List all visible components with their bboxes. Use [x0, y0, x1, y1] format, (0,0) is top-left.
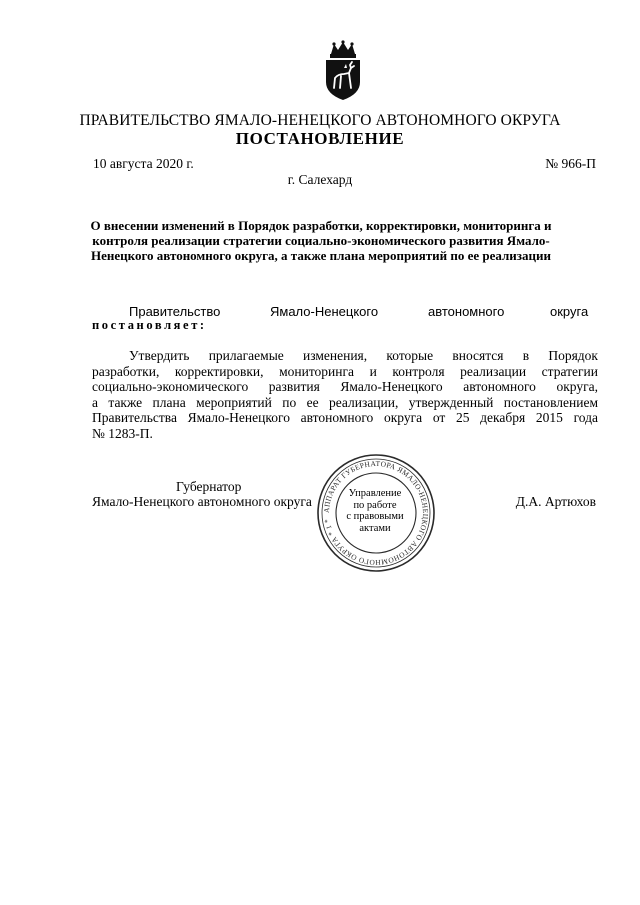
signature-role: Губернатор — [176, 479, 242, 494]
svg-text:АППАРАТ ГУБЕРНАТОРА ЯМАЛО-НЕНЕ: АППАРАТ ГУБЕРНАТОРА ЯМАЛО-НЕНЕЦКОГО АВТОНОМНОГО ОКРУГА * 1 * — [321, 458, 431, 568]
body-line: а также плана мероприятий по ее реализации, утвержденный постановлением — [92, 394, 598, 410]
body-line: № 1283-П. — [92, 425, 153, 441]
document-type: ПОСТАНОВЛЕНИЕ — [235, 129, 405, 148]
preamble-word: автономного — [428, 304, 505, 319]
preamble-word: Правительство — [129, 304, 221, 319]
signature-name: Д.А. Артюхов — [515, 494, 596, 509]
preamble-word: Ямало-Ненецкого — [270, 304, 379, 319]
body-text — [92, 348, 598, 442]
document-city: г. Салехард — [287, 172, 353, 187]
signature-organization: Ямало-Ненецкого автономного округа — [92, 494, 312, 509]
stamp-line: по работе — [353, 499, 397, 511]
document-heading: О внесении изменений в Порядок разработки, корректировки, мониторинга и контроля реализации стратегии социально-экономического развития Ямало-Ненецкого автономного округа, а также плана мероприятий по ее реализации — [90, 218, 552, 263]
coat-of-arms-icon — [320, 40, 366, 102]
stamp-line: Управление — [348, 488, 402, 499]
stamp-line: актами — [359, 522, 391, 534]
stamp-text — [340, 488, 410, 534]
body-line: разработки, корректировки, мониторинга и контроля реализации стратегии — [92, 363, 598, 379]
document-number: № 966-П — [545, 156, 596, 171]
body-line: Правительства Ямало-Ненецкого автономного округа от 25 декабря 2015 года — [92, 410, 598, 426]
decree-word: постановляет: — [92, 318, 207, 332]
body-line: Утвердить прилагаемые изменения, которые вносятся в Порядок — [129, 348, 598, 363]
body-line: социально-экономического развития Ямало-Ненецкого автономного округа, — [92, 379, 598, 395]
stamp-line: с правовыми — [346, 511, 404, 522]
preamble-word: округа — [550, 304, 589, 319]
government-title: ПРАВИТЕЛЬСТВО ЯМАЛО-НЕНЕЦКОГО АВТОНОМНОГО ОКРУГА — [79, 112, 561, 129]
document-date: 10 августа 2020 г. — [93, 156, 194, 171]
